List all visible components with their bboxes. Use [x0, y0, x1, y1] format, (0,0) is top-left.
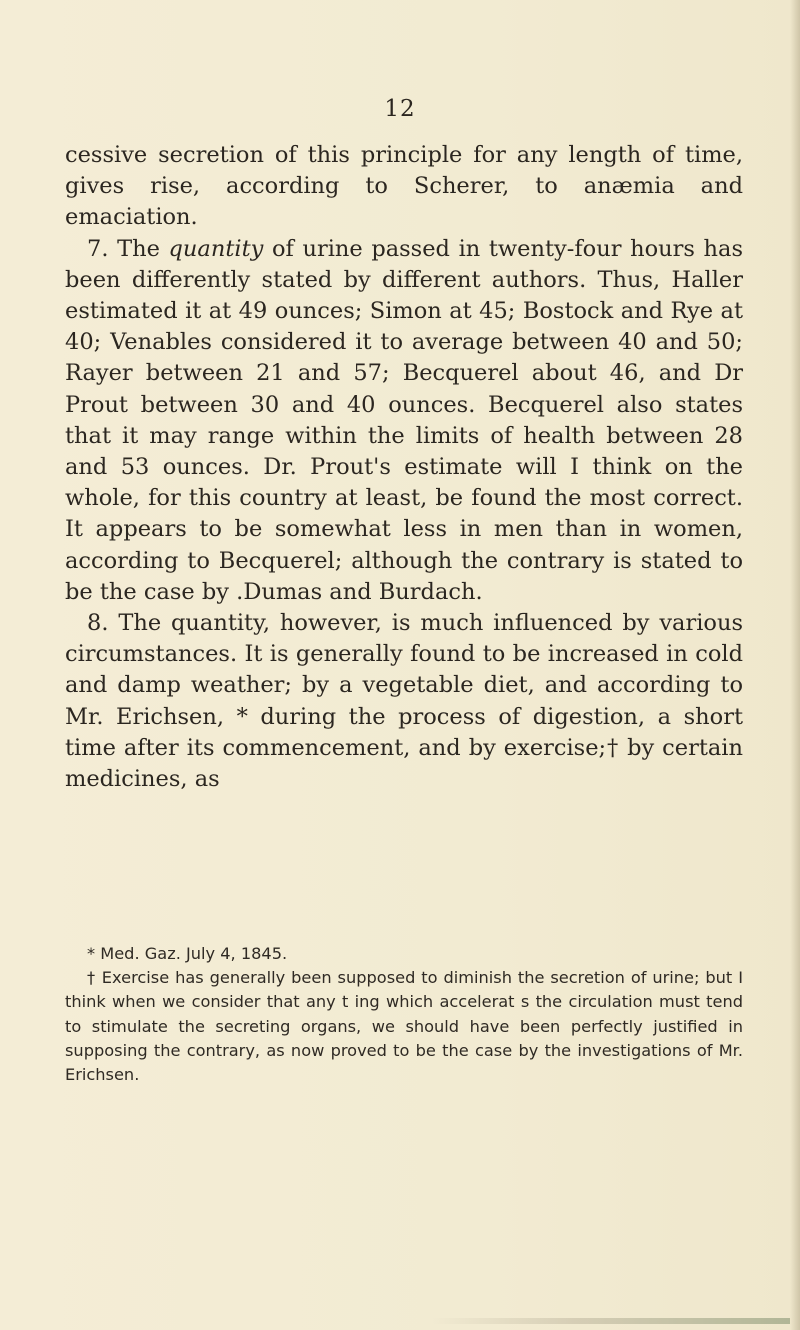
footnotes [65, 942, 743, 1087]
page-edge-shadow [790, 0, 800, 1330]
paragraph-7-prefix: 7. The [87, 235, 169, 262]
paragraph-8-circumstances: 8. The quantity, however, is much influenced by various circumstances. It is generally found to be increased in cold and damp weather; by a vegetable diet, and according to Mr. Erichsen, * during the process of digestion, a short time after its commencement, and by exercise;† by certain medicines, as [65, 610, 743, 793]
body-text [65, 140, 743, 795]
page-number: 12 [384, 96, 416, 122]
footnote-1: * Med. Gaz. July 4, 1845. [87, 944, 288, 963]
page-bottom-edge [430, 1318, 790, 1324]
paragraph-7-emphasis: quantity [168, 235, 264, 262]
paragraph-7-text: of urine passed in twenty-four hours has been differently stated by different authors. Thus, Haller estimated it at 49 ounces; Simon at 45; Bostock and Rye at 40; Venables considered it to average between 40 and 50; Rayer between 21 and 57; Becquerel about 46, and Dr Prout between 30 and 40 ounces. Becquerel also states that it may range within the limits of health between 28 and 53 ounces. Dr. Prout's estimate will I think on the whole, for this country at least, be found the most correct. It appears to be somewhat less in men than in women, according to Becquerel; although the contrary is stated to be the case by .Dumas and Burdach. [65, 235, 743, 605]
paragraph-continuation: cessive secretion of this principle for any length of time, gives rise, according to Scherer, to anæmia and emaciation. [65, 142, 743, 231]
paragraph-7-quantity [65, 234, 743, 608]
footnote-2: † Exercise has generally been supposed to diminish the secretion of urine; but I think when we consider that any t ing which accelerat s the circulation must tend to stimulate the secreting organs, we should have been perfectly justified in supposing the contrary, as now proved to be the case by the investigations of Mr. Erichsen. [65, 968, 743, 1085]
